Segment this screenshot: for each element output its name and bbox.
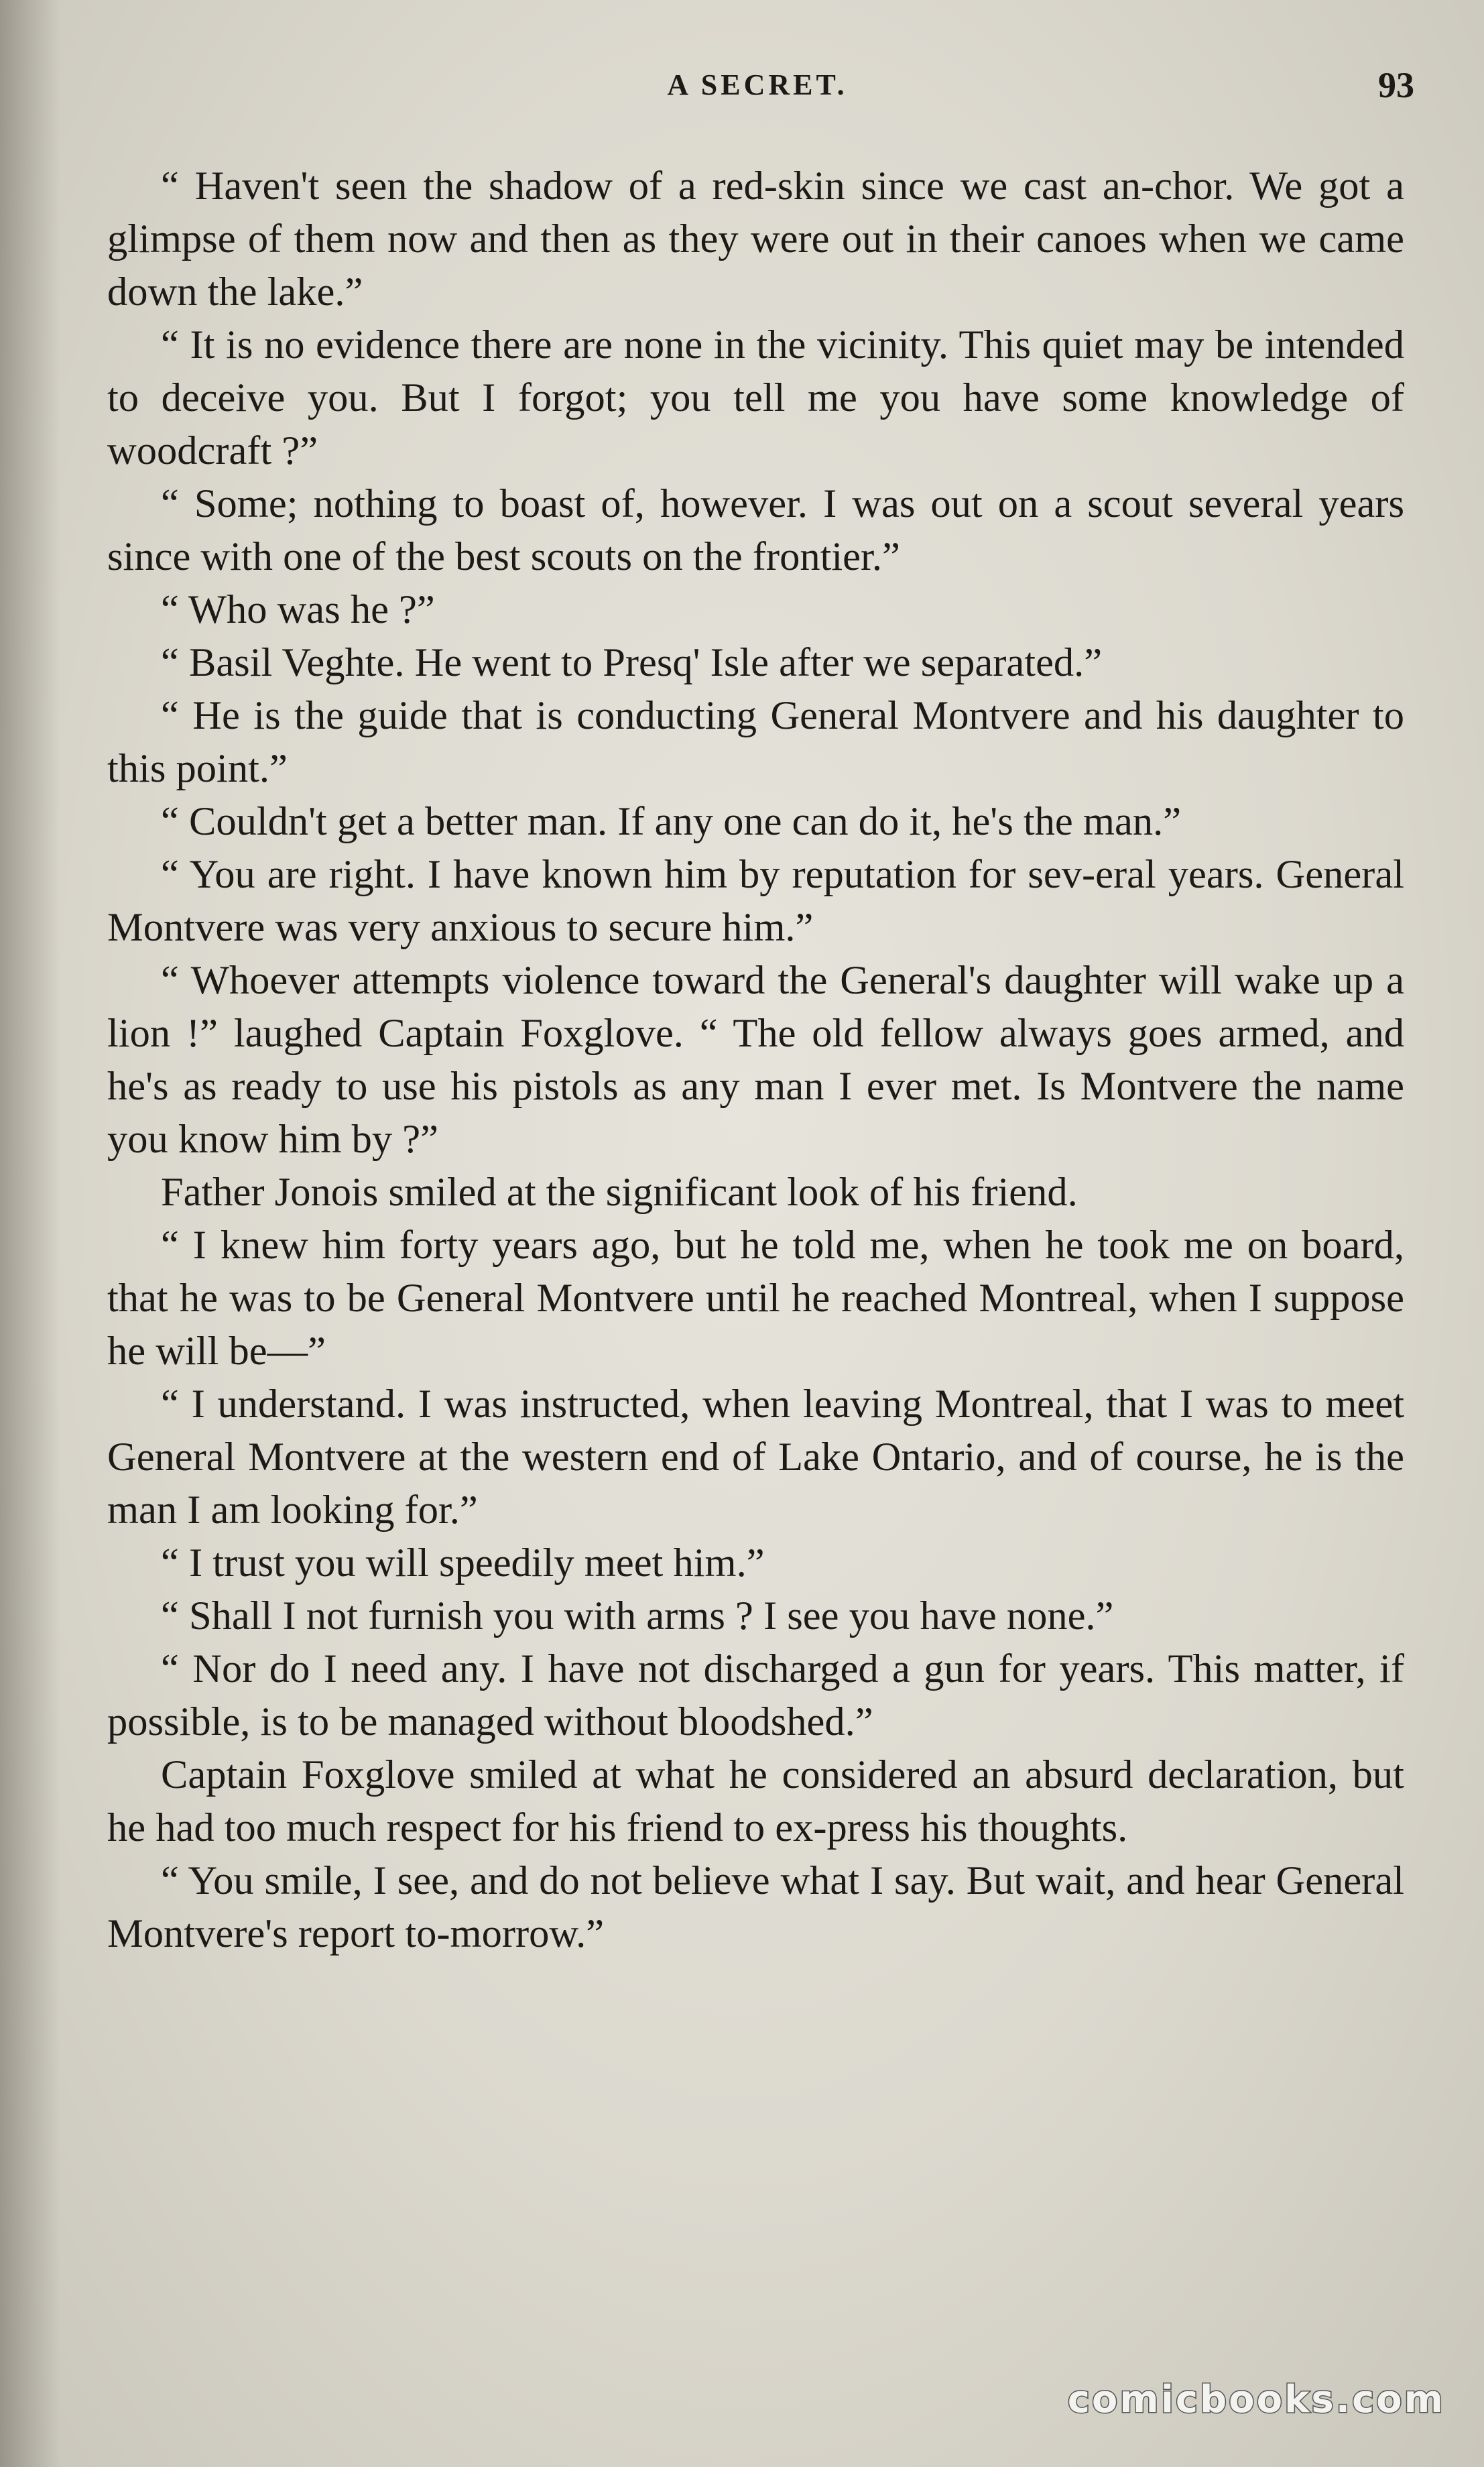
- running-title: A SECRET.: [667, 68, 848, 101]
- paragraph: “ He is the guide that is conducting General Montvere and his daughter to this point.”: [107, 693, 1404, 791]
- paragraph: “ Haven't seen the shadow of a red-skin since we cast an-chor. We got a glimpse of them now and then as they were out in their canoes when we came down the lake.”: [107, 164, 1404, 314]
- page-header: [101, 62, 1414, 109]
- paragraph: “ Couldn't get a better man. If any one can do it, he's the man.”: [161, 799, 1182, 844]
- paragraph: “ I trust you will speedily meet him.”: [161, 1541, 765, 1585]
- watermark: comicbooks.com: [1067, 2378, 1445, 2421]
- paragraph: “ It is no evidence there are none in the vicinity. This quiet may be intended to deceive you. But I forgot; you tell me you have some knowledge of woodcraft ?”: [107, 322, 1404, 473]
- binding-shadow: [0, 0, 60, 2467]
- paragraph: Father Jonois smiled at the significant look of his friend.: [161, 1170, 1078, 1215]
- paragraph: “ Some; nothing to boast of, however. I was out on a scout several years since with one of the best scouts on the frontier.”: [107, 481, 1404, 579]
- page-number: 93: [1378, 65, 1414, 105]
- paragraph: “ Basil Veghte. He went to Presq' Isle after we separated.”: [161, 640, 1103, 685]
- paragraph: “ Shall I not furnish you with arms ? I see you have none.”: [161, 1593, 1114, 1638]
- paragraph: “ I knew him forty years ago, but he told me, when he took me on board, that he was to be General Montvere until he reached Montreal, when I suppose he will be—”: [107, 1223, 1404, 1374]
- paragraph: Captain Foxglove smiled at what he considered an absurd declaration, but he had too much respect for his friend to ex-press his thoughts.: [107, 1752, 1404, 1850]
- paragraph: “ Whoever attempts violence toward the General's daughter will wake up a lion !” laughed Captain Foxglove. “ The old fellow always goes armed, and he's as ready to use his pistols as any man I ever met. Is Montvere the name you know him by ?”: [107, 958, 1404, 1162]
- paragraph: “ Who was he ?”: [161, 587, 435, 632]
- paragraph: “ You smile, I see, and do not believe what I say. But wait, and hear General Montvere's report to-morrow.”: [107, 1858, 1404, 1956]
- paragraph: “ I understand. I was instructed, when leaving Montreal, that I was to meet General Montvere at the western end of Lake Ontario, and of course, he is the man I am looking for.”: [107, 1382, 1404, 1532]
- paragraph: “ Nor do I need any. I have not discharged a gun for years. This matter, if possible, is to be managed without bloodshed.”: [107, 1646, 1404, 1744]
- paragraph: “ You are right. I have known him by reputation for sev-eral years. General Montvere was very anxious to secure him.”: [107, 852, 1404, 950]
- body-text: [107, 160, 1404, 1960]
